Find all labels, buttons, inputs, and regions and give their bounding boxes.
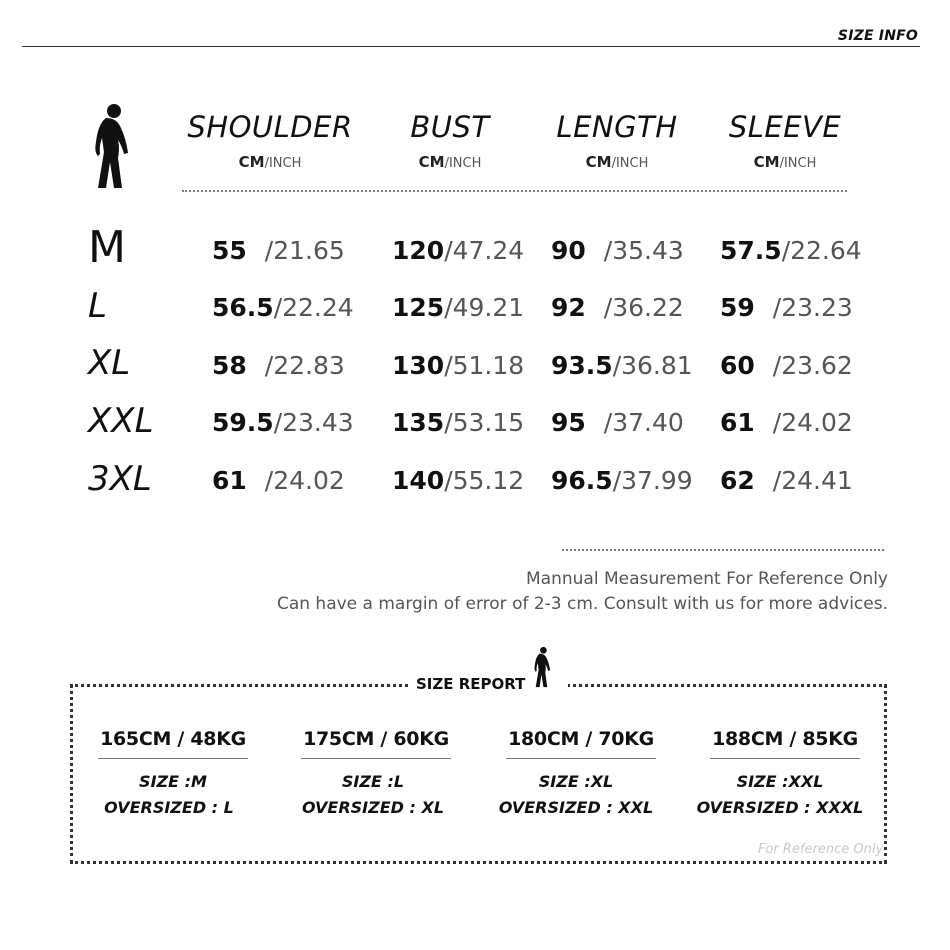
table-cell: 55 /21.65 <box>212 236 345 265</box>
table-cell: 58 /22.83 <box>212 351 345 380</box>
table-cell: 125/49.21 <box>392 293 525 322</box>
report-divider <box>710 758 860 759</box>
report-divider <box>301 758 451 759</box>
page-title: SIZE INFO <box>837 28 918 44</box>
table-cell: 140/55.12 <box>392 466 525 495</box>
size-label-xl: XL <box>88 343 131 383</box>
column-unit-bust: CM/INCH <box>418 153 482 171</box>
column-unit-shoulder: CM/INCH <box>238 153 302 171</box>
table-cell: 59.5/23.43 <box>212 408 354 437</box>
report-oversized: OVERSIZED : XXXL <box>696 798 864 817</box>
report-divider <box>506 758 656 759</box>
size-report-title: SIZE REPORT <box>416 675 526 693</box>
size-label-3xl: 3XL <box>88 459 152 499</box>
table-cell: 60 /23.62 <box>720 351 853 380</box>
table-cell: 61 /24.02 <box>720 408 853 437</box>
header-divider <box>22 46 920 47</box>
report-size: SIZE :M <box>139 772 207 791</box>
header-dotted-divider <box>182 190 847 192</box>
report-size: SIZE :L <box>341 772 405 791</box>
column-header-sleeve: SLEEVE <box>728 110 842 144</box>
person-silhouette-icon <box>530 644 552 690</box>
table-cell: 95 /37.40 <box>551 408 684 437</box>
column-header-bust: BUST <box>410 110 490 144</box>
measurement-note: Mannual Measurement For Reference Only <box>526 569 888 589</box>
notes-dotted-divider <box>562 549 884 551</box>
column-header-shoulder: SHOULDER <box>187 110 353 144</box>
column-unit-length: CM/INCH <box>585 153 649 171</box>
report-oversized: OVERSIZED : XXL <box>498 798 654 817</box>
table-cell: 57.5/22.64 <box>720 236 862 265</box>
report-height-weight: 188CM / 85KG <box>712 728 858 750</box>
table-cell: 96.5/37.99 <box>551 466 693 495</box>
table-cell: 61 /24.02 <box>212 466 345 495</box>
table-cell: 120/47.24 <box>392 236 525 265</box>
report-size: SIZE :XL <box>538 772 614 791</box>
table-cell: 135/53.15 <box>392 408 525 437</box>
report-height-weight: 175CM / 60KG <box>303 728 449 750</box>
table-cell: 62 /24.41 <box>720 466 853 495</box>
report-height-weight: 180CM / 70KG <box>508 728 654 750</box>
report-divider <box>98 758 248 759</box>
table-cell: 92 /36.22 <box>551 293 684 322</box>
table-cell: 90 /35.43 <box>551 236 684 265</box>
table-cell: 59 /23.23 <box>720 293 853 322</box>
column-header-length: LENGTH <box>556 110 678 144</box>
size-label-m: M <box>88 222 126 273</box>
report-height-weight: 165CM / 48KG <box>100 728 246 750</box>
reference-watermark: For Reference Only <box>758 842 884 857</box>
person-silhouette-icon <box>86 102 132 190</box>
report-oversized: OVERSIZED : XL <box>301 798 445 817</box>
column-unit-sleeve: CM/INCH <box>753 153 817 171</box>
report-size: SIZE :XXL <box>736 772 824 791</box>
table-cell: 93.5/36.81 <box>551 351 693 380</box>
size-label-l: L <box>88 286 107 326</box>
margin-note: Can have a margin of error of 2-3 cm. Consult with us for more advices. <box>276 594 888 614</box>
report-oversized: OVERSIZED : L <box>104 798 234 817</box>
table-cell: 56.5/22.24 <box>212 293 354 322</box>
size-label-xxl: XXL <box>88 401 154 441</box>
table-cell: 130/51.18 <box>392 351 525 380</box>
